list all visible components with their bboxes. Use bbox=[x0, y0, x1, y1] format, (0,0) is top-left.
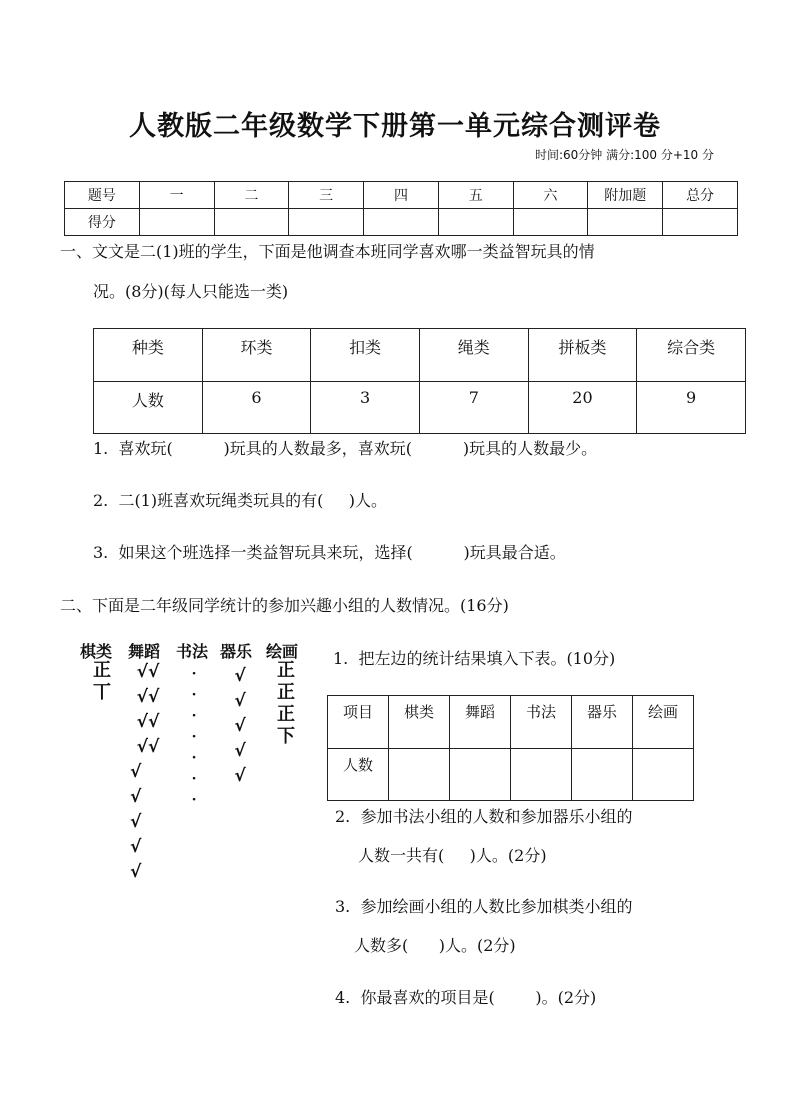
score-input-cell[interactable] bbox=[663, 209, 738, 236]
toy-row-label: 人数 bbox=[94, 382, 203, 434]
tally-wudao bbox=[124, 660, 172, 885]
tally-mark: · bbox=[191, 729, 197, 745]
score-input-cell[interactable] bbox=[513, 209, 588, 236]
score-header-cell: 三 bbox=[289, 182, 364, 209]
interest-answer-cell[interactable] bbox=[511, 749, 572, 801]
tally-mark: √√ bbox=[136, 687, 160, 707]
tally-header-qilei: 棋类 bbox=[80, 642, 113, 661]
score-input-cell[interactable] bbox=[139, 209, 214, 236]
tally-mark: √√ bbox=[136, 662, 160, 682]
question-1-2[interactable]: 2. 二(1)班喜欢玩绳类玩具的有( )人。 bbox=[93, 491, 388, 510]
interest-header-cell: 绘画 bbox=[633, 696, 694, 749]
tally-mark: · bbox=[191, 750, 197, 766]
section1-heading-cont: 况。(8分)(每人只能选一类) bbox=[93, 282, 289, 301]
interest-header-cell: 项目 bbox=[328, 696, 389, 749]
question-1-1[interactable]: 1. 喜欢玩( )玩具的人数最多，喜欢玩( )玩具的人数最少。 bbox=[93, 439, 598, 458]
tally-mark: · bbox=[191, 771, 197, 787]
tally-mark: · bbox=[191, 792, 197, 808]
interest-header-cell: 棋类 bbox=[389, 696, 450, 749]
question-2-2-blank[interactable]: 人数一共有( )人。(2分) bbox=[358, 846, 547, 865]
question-2-2: 2. 参加书法小组的人数和参加器乐小组的 bbox=[335, 807, 633, 826]
tally-mark: √ bbox=[234, 741, 246, 761]
tally-header-shufa: 书法 bbox=[176, 642, 209, 661]
toy-header-cell: 综合类 bbox=[637, 329, 746, 382]
tally-qilei bbox=[88, 660, 116, 704]
score-input-cell[interactable] bbox=[289, 209, 364, 236]
tally-mark: √ bbox=[130, 862, 142, 882]
toy-header-cell: 扣类 bbox=[311, 329, 420, 382]
tally-huihua bbox=[272, 660, 300, 748]
tally-header-qiyue: 器乐 bbox=[220, 642, 253, 661]
tally-qiyue bbox=[226, 664, 254, 789]
tally-mark: · bbox=[191, 687, 197, 703]
toy-count-cell: 6 bbox=[202, 382, 311, 434]
toy-count-cell: 20 bbox=[528, 382, 637, 434]
score-table bbox=[64, 181, 738, 236]
interest-header-cell: 书法 bbox=[511, 696, 572, 749]
toy-count-cell: 7 bbox=[419, 382, 528, 434]
interest-row-label: 人数 bbox=[328, 749, 389, 801]
score-row-label: 得分 bbox=[65, 209, 140, 236]
interest-answer-cell[interactable] bbox=[633, 749, 694, 801]
interest-answer-cell[interactable] bbox=[389, 749, 450, 801]
toy-header-cell: 绳类 bbox=[419, 329, 528, 382]
toy-count-row bbox=[94, 382, 746, 434]
score-input-cell[interactable] bbox=[438, 209, 513, 236]
tally-mark: √ bbox=[234, 766, 246, 786]
interest-header-cell: 舞蹈 bbox=[450, 696, 511, 749]
section2-heading: 二、下面是二年级同学统计的参加兴趣小组的人数情况。(16分) bbox=[60, 596, 509, 615]
tally-mark: 下 bbox=[277, 726, 295, 747]
score-header-cell: 题号 bbox=[65, 182, 140, 209]
toy-header-cell: 种类 bbox=[94, 329, 203, 382]
toy-header-row bbox=[94, 329, 746, 382]
toy-survey-table bbox=[93, 328, 746, 434]
tally-mark: √ bbox=[130, 837, 142, 857]
tally-header-wudao: 舞蹈 bbox=[128, 642, 161, 661]
toy-count-cell: 3 bbox=[311, 382, 420, 434]
tally-mark: 丅 bbox=[93, 682, 111, 703]
question-2-3-blank[interactable]: 人数多( )人。(2分) bbox=[354, 936, 516, 955]
interest-header-cell: 器乐 bbox=[572, 696, 633, 749]
tally-mark: √ bbox=[130, 812, 142, 832]
tally-mark: √ bbox=[234, 691, 246, 711]
score-input-cell[interactable] bbox=[364, 209, 439, 236]
score-header-row bbox=[65, 182, 738, 209]
score-header-cell: 二 bbox=[214, 182, 289, 209]
interest-header-row bbox=[328, 696, 694, 749]
interest-count-row bbox=[328, 749, 694, 801]
score-header-cell: 一 bbox=[139, 182, 214, 209]
interest-group-table bbox=[327, 695, 694, 801]
score-input-cell[interactable] bbox=[588, 209, 663, 236]
toy-header-cell: 环类 bbox=[202, 329, 311, 382]
question-2-1: 1. 把左边的统计结果填入下表。(10分) bbox=[333, 649, 616, 668]
section1-heading: 一、文文是二(1)班的学生，下面是他调查本班同学喜欢哪一类益智玩具的情 bbox=[60, 242, 595, 261]
question-2-3: 3. 参加绘画小组的人数比参加棋类小组的 bbox=[335, 897, 633, 916]
question-1-3[interactable]: 3. 如果这个班选择一类益智玩具来玩，选择( )玩具最合适。 bbox=[93, 543, 566, 562]
tally-shufa bbox=[184, 664, 204, 811]
tally-mark: · bbox=[191, 708, 197, 724]
score-value-row bbox=[65, 209, 738, 236]
tally-mark: √ bbox=[130, 762, 142, 782]
score-header-cell: 五 bbox=[438, 182, 513, 209]
tally-mark: 正 bbox=[277, 704, 295, 725]
tally-mark: √√ bbox=[136, 712, 160, 732]
tally-mark: √ bbox=[130, 787, 142, 807]
score-input-cell[interactable] bbox=[214, 209, 289, 236]
score-header-cell: 附加题 bbox=[588, 182, 663, 209]
score-header-cell: 四 bbox=[364, 182, 439, 209]
tally-header-huihua: 绘画 bbox=[266, 642, 299, 661]
tally-mark: √√ bbox=[136, 737, 160, 757]
interest-answer-cell[interactable] bbox=[572, 749, 633, 801]
tally-mark: · bbox=[191, 666, 197, 682]
tally-mark: 正 bbox=[277, 660, 295, 681]
tally-mark: 正 bbox=[277, 682, 295, 703]
page-title: 人教版二年级数学下册第一单元综合测评卷 bbox=[129, 111, 661, 142]
toy-count-cell: 9 bbox=[637, 382, 746, 434]
score-header-cell: 六 bbox=[513, 182, 588, 209]
tally-mark: √ bbox=[234, 716, 246, 736]
interest-answer-cell[interactable] bbox=[450, 749, 511, 801]
toy-header-cell: 拼板类 bbox=[528, 329, 637, 382]
score-header-cell: 总分 bbox=[663, 182, 738, 209]
tally-mark: √ bbox=[234, 666, 246, 686]
exam-meta: 时间:60分钟 满分:100 分+10 分 bbox=[534, 148, 714, 162]
tally-mark: 正 bbox=[93, 660, 111, 681]
question-2-4[interactable]: 4. 你最喜欢的项目是( )。(2分) bbox=[335, 988, 597, 1007]
